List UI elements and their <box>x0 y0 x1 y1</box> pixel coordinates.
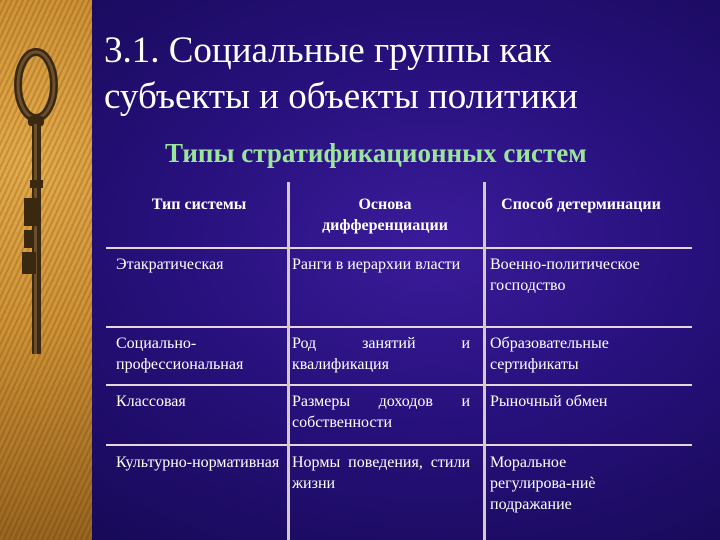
header-basis: Основа дифференциации <box>322 196 448 234</box>
row4-basis: Нормы поведения, стили жизни <box>292 454 470 492</box>
row2-basis: Род занятий и квалификация <box>292 335 470 373</box>
row-divider <box>106 384 692 386</box>
column-divider <box>287 182 290 540</box>
header-method: Способ детерминации <box>501 196 661 213</box>
row3-method: Рыночный обмен <box>490 393 608 410</box>
row3-basis: Размеры доходов и собственности <box>292 393 470 431</box>
row4-method: Моральное регулирова-ниѐ подражание <box>490 454 596 513</box>
row-divider <box>106 326 692 328</box>
row-divider <box>106 444 692 446</box>
page-title: 3.1. Социальные группы как субъекты и объекты политики <box>104 30 578 117</box>
row1-basis: Ранги в иерархии власти <box>292 256 461 273</box>
row4-type: Культурно-нормативная <box>116 454 280 471</box>
key-icon <box>0 0 92 540</box>
row-divider <box>106 247 692 249</box>
header-type: Тип системы <box>151 196 247 213</box>
table-subtitle: Типы стратификационных систем <box>165 138 587 168</box>
stratification-table <box>92 182 720 540</box>
row2-type: Социально-профессиональная <box>116 335 244 373</box>
row2-method: Образовательные сертификаты <box>490 335 609 373</box>
row1-method: Военно-политическое господство <box>490 256 640 294</box>
row3-type: Классовая <box>116 393 186 410</box>
column-divider <box>483 182 486 540</box>
decorative-side-panel <box>0 0 92 540</box>
row1-type: Этакратическая <box>116 256 224 273</box>
